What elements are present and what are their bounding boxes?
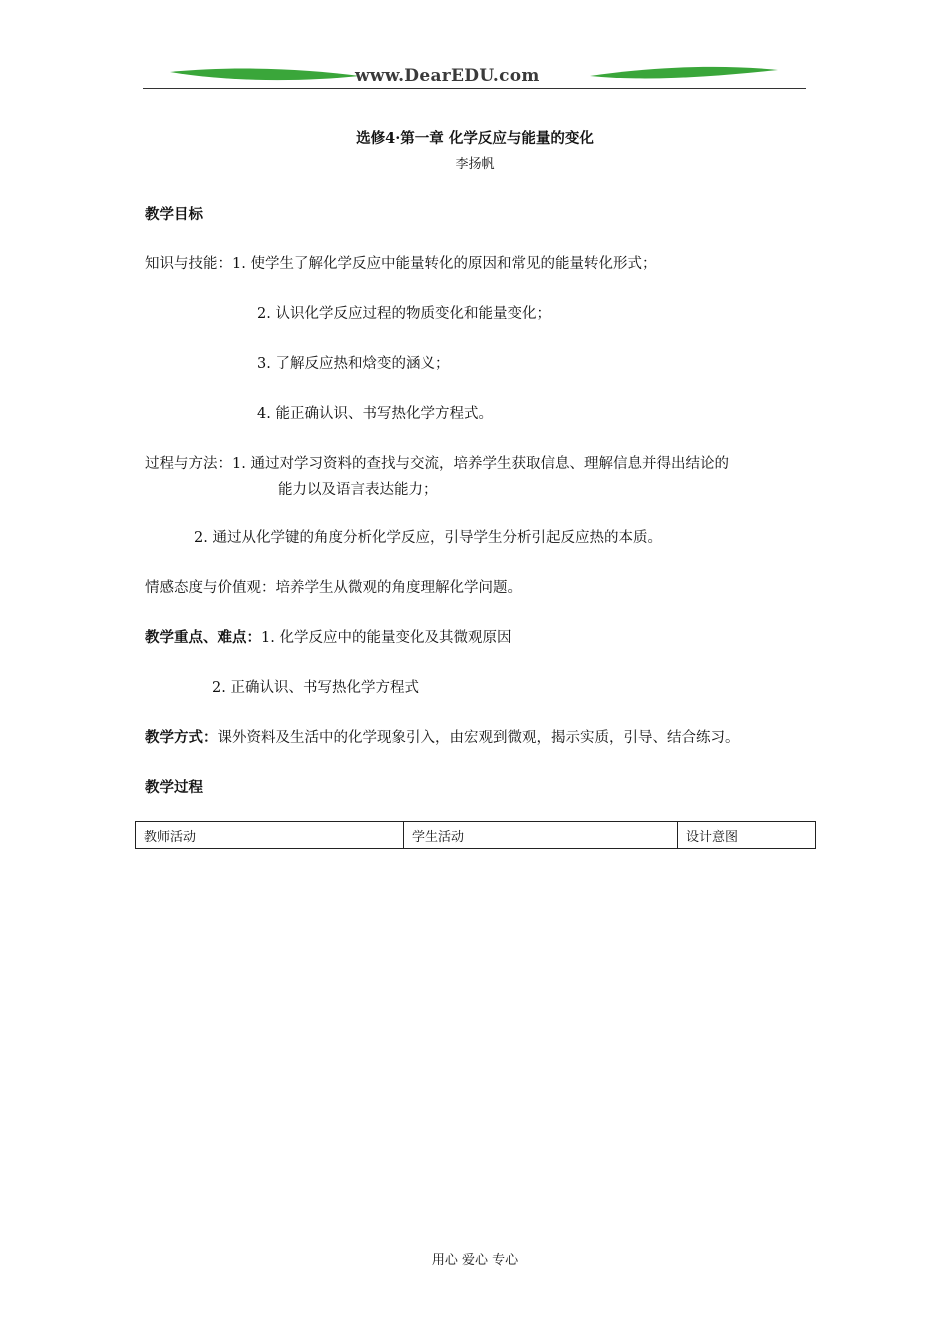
knowledge-item-2: 2. 认识化学反应过程的物质变化和能量变化；	[257, 306, 551, 322]
process-heading: 教学过程	[145, 779, 203, 796]
key-label: 教学重点、难点：	[145, 629, 261, 646]
document-title: 选修4·第一章 化学反应与能量的变化	[356, 130, 594, 147]
process-item-1b: 能力以及语言表达能力；	[278, 482, 438, 498]
process-item-2: 2. 通过从化学键的角度分析化学反应，引导学生分析引起反应热的本质。	[194, 530, 662, 546]
header-rule	[143, 88, 806, 89]
knowledge-item-1: 1. 使学生了解化学反应中能量转化的原因和常见的能量转化形式；	[232, 256, 657, 272]
table-header-teacher: 教师活动	[136, 822, 404, 849]
emotion-line: 情感态度与价值观：培养学生从微观的角度理解化学问题。	[145, 580, 522, 596]
key-item-1: 1. 化学反应中的能量变化及其微观原因	[261, 630, 512, 646]
table-header-design: 设计意图	[678, 822, 816, 849]
method-text: 课外资料及生活中的化学现象引入，由宏观到微观，揭示实质，引导、结合练习。	[217, 730, 740, 746]
process-line-1	[145, 452, 729, 473]
key-item-2: 2. 正确认识、书写热化学方程式	[212, 680, 419, 696]
table-header-student: 学生活动	[404, 822, 678, 849]
header-logo-text: www.DearEDU.com	[355, 66, 540, 86]
knowledge-label: 知识与技能：	[145, 256, 232, 272]
process-item-1a: 1. 通过对学习资料的查找与交流，培养学生获取信息、理解信息并得出结论的	[232, 456, 729, 472]
goals-heading: 教学目标	[145, 206, 203, 223]
document-author: 李扬帆	[455, 157, 495, 172]
process-label: 过程与方法：	[145, 456, 232, 472]
knowledge-line-1	[145, 252, 656, 273]
method-label: 教学方式：	[145, 729, 218, 746]
table-header-row	[136, 822, 816, 849]
page-footer: 用心 爱心 专心	[431, 1253, 519, 1268]
knowledge-item-4: 4. 能正确认识、书写热化学方程式。	[257, 406, 493, 422]
teaching-process-table	[135, 821, 816, 849]
key-line-1	[145, 626, 511, 647]
knowledge-item-3: 3. 了解反应热和焓变的涵义；	[257, 356, 450, 372]
method-line	[145, 726, 740, 747]
